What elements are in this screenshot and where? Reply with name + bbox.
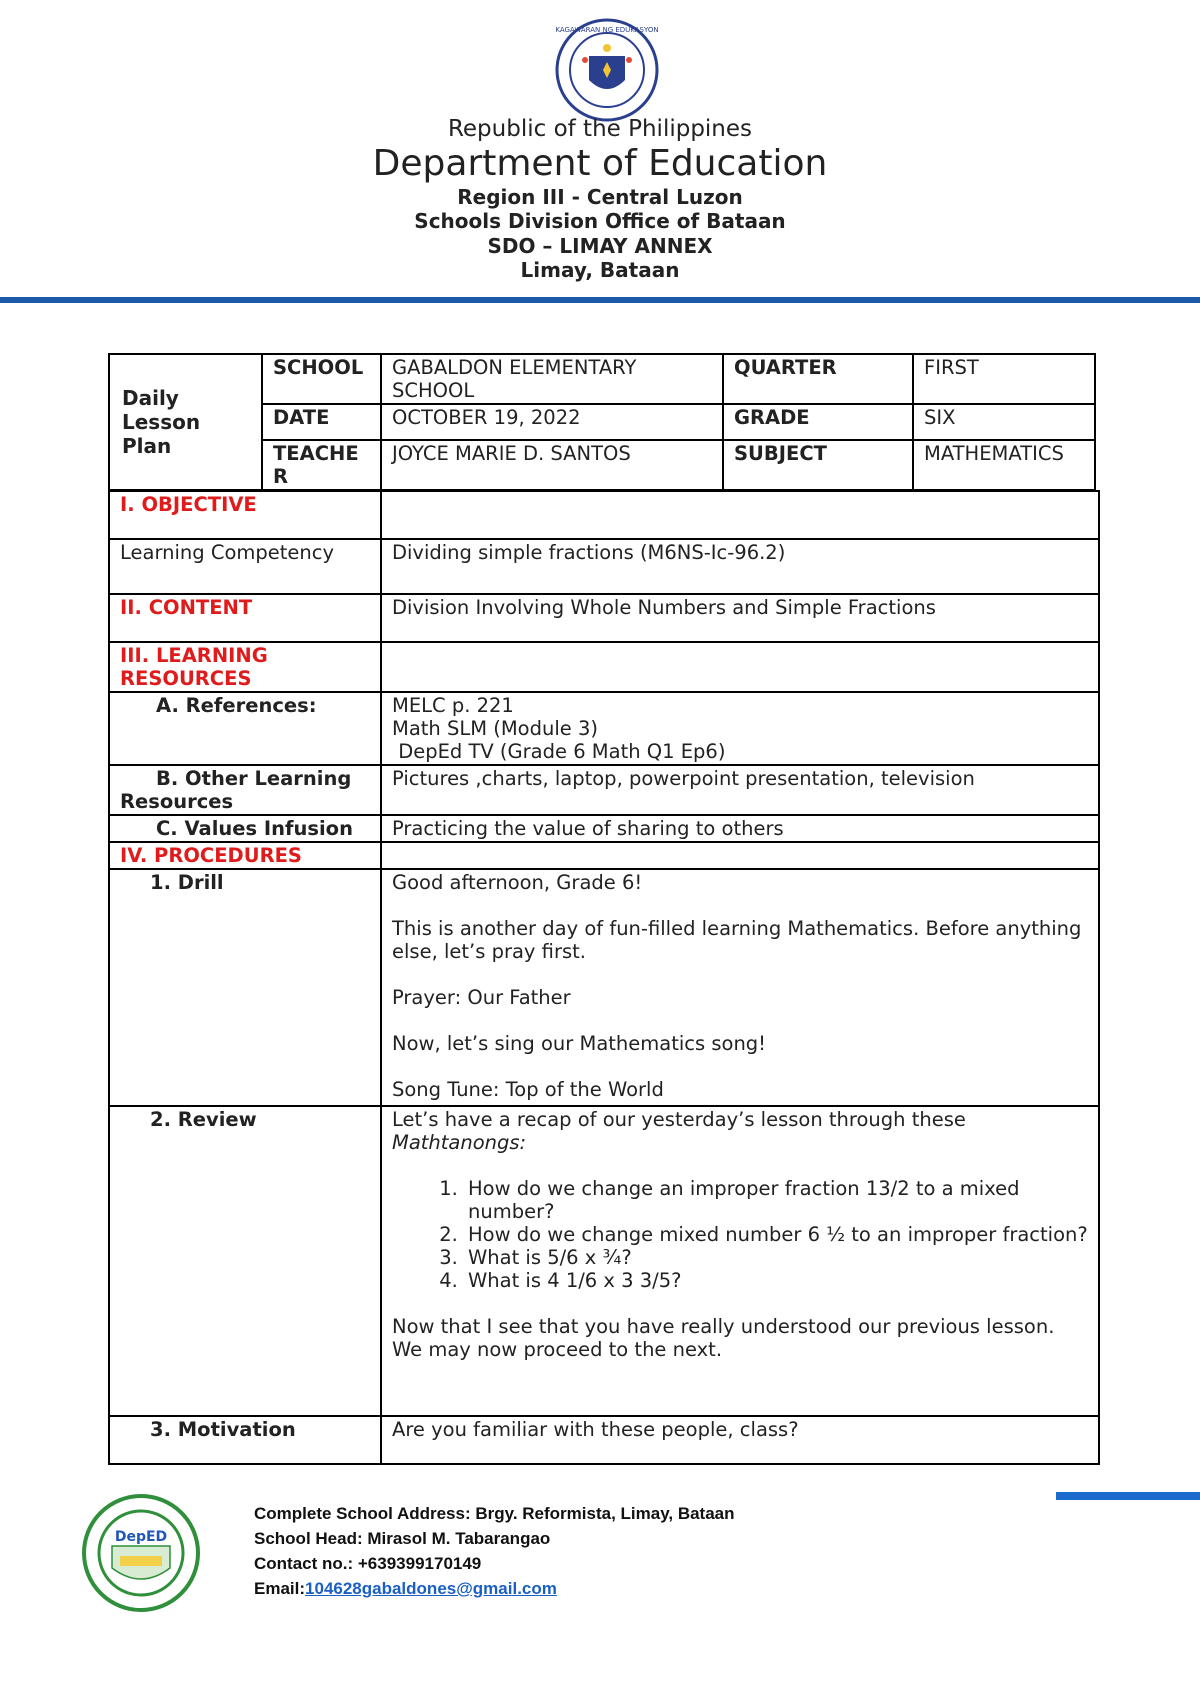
lesson-plan-table	[108, 490, 1100, 1465]
content-value: Division Involving Whole Numbers and Simple Fractions	[381, 594, 1099, 642]
procedures-value	[381, 842, 1099, 869]
location-heading: Limay, Bataan	[520, 258, 680, 282]
objective-value	[381, 491, 1099, 539]
resources-label: III. LEARNING RESOURCES	[109, 642, 381, 692]
quarter-label: QUARTER	[723, 354, 913, 404]
teacher-label: TEACHER	[262, 440, 381, 490]
email-link[interactable]: 104628gabaldones@gmail.com	[305, 1579, 557, 1598]
other-resources-value: Pictures ,charts, laptop, powerpoint presentation, television	[381, 765, 1099, 815]
drill-label: 1. Drill	[109, 869, 381, 1106]
teacher-value: JOYCE MARIE D. SANTOS	[381, 440, 723, 490]
contact-number: Contact no.: +639399170149	[254, 1554, 482, 1573]
annex-heading: SDO – LIMAY ANNEX	[487, 234, 713, 258]
school-address: Complete School Address: Brgy. Reformista, Limay, Bataan	[254, 1504, 735, 1523]
review-value: Let’s have a recap of our yesterday’s lesson through these Mathtanongs: 1. How do we change an improper fraction 13/2 to a mixed number? 2. How do we change mixed number 6 ½ to an improper fraction? 3. What is 5/6 x ¾? 4. What is 4 1/6 x 3 3/5? Now that I see that you have really understood our previous lesson. We may now proceed to the next.	[381, 1106, 1099, 1416]
motivation-value: Are you familiar with these people, class?	[381, 1416, 1099, 1464]
svg-text:DepED: DepED	[114, 1529, 168, 1545]
republic-heading: Republic of the Philippines	[447, 116, 753, 142]
lesson-info-table	[108, 353, 1096, 491]
subject-label: SUBJECT	[723, 440, 913, 490]
competency-label: Learning Competency	[109, 539, 381, 594]
review-label: 2. Review	[109, 1106, 381, 1416]
school-label: SCHOOL	[262, 354, 381, 404]
header-divider	[0, 297, 1200, 303]
other-resources-label: B. Other Learning Resources	[109, 765, 381, 815]
daily-lesson-plan-title: Daily Lesson Plan	[109, 354, 262, 490]
subject-value: MATHEMATICS	[913, 440, 1095, 490]
date-value: OCTOBER 19, 2022	[381, 404, 723, 440]
values-value: Practicing the value of sharing to others	[381, 815, 1099, 842]
division-heading: Schools Division Office of Bataan	[414, 209, 786, 233]
school-head: School Head: Mirasol M. Tabarangao	[254, 1529, 551, 1548]
quarter-value: FIRST	[913, 354, 1095, 404]
footer-accent-bar	[1056, 1492, 1200, 1500]
department-heading: Department of Education	[372, 143, 828, 184]
procedures-label: IV. PROCEDURES	[109, 842, 381, 869]
grade-label: GRADE	[723, 404, 913, 440]
objective-label: I. OBJECTIVE	[109, 491, 381, 539]
school-footer	[254, 1501, 735, 1601]
svg-text:KAGAWARAN NG EDUKASYON: KAGAWARAN NG EDUKASYON	[555, 26, 659, 34]
school-value: GABALDON ELEMENTARY SCHOOL	[381, 354, 723, 404]
drill-value: Good afternoon, Grade 6! This is another day of fun-filled learning Mathematics. Before anything else, let’s pray first. Prayer: Our Father Now, let’s sing our Mathematics song! Song Tune: Top of the World	[381, 869, 1099, 1106]
review-questions: 1. How do we change an improper fraction 13/2 to a mixed number? 2. How do we change mixed number 6 ½ to an improper fraction? 3. What is 5/6 x ¾? 4. What is 4 1/6 x 3 3/5?	[392, 1177, 1088, 1292]
date-label: DATE	[262, 404, 381, 440]
region-heading: Region III - Central Luzon	[457, 185, 743, 209]
deped-seal-logo	[555, 18, 659, 122]
grade-value: SIX	[913, 404, 1095, 440]
content-label: II. CONTENT	[109, 594, 381, 642]
resources-value	[381, 642, 1099, 692]
email-line: Email:104628gabaldones@gmail.com	[254, 1579, 557, 1598]
competency-value: Dividing simple fractions (M6NS-Ic-96.2)	[381, 539, 1099, 594]
motivation-label: 3. Motivation	[109, 1416, 381, 1464]
values-label: C. Values Infusion	[109, 815, 381, 842]
references-label: A. References:	[109, 692, 381, 765]
school-logo	[82, 1494, 200, 1612]
references-value: MELC p. 221 Math SLM (Module 3) DepEd TV (Grade 6 Math Q1 Ep6)	[381, 692, 1099, 765]
